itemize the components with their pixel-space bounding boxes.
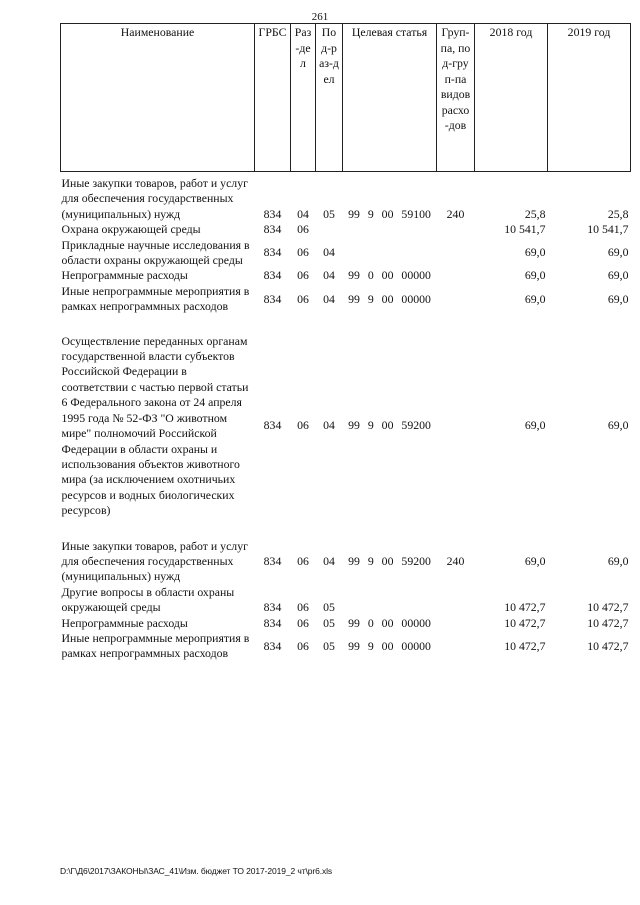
row-target: 99 0 00 00000 — [348, 268, 431, 283]
row-2018: 69,0 — [524, 268, 546, 283]
row-2019: 10 541,7 — [587, 222, 629, 237]
row-group — [437, 238, 475, 269]
row-grbs: 834 — [263, 418, 282, 433]
row-name: Охрана окружающей среды — [61, 222, 201, 237]
row-name: Непрограммные расходы — [61, 268, 188, 283]
row-2018: 10 472,7 — [504, 615, 546, 630]
row-2018: 69,0 — [524, 553, 546, 568]
row-2019: 10 472,7 — [587, 638, 629, 653]
table-row — [61, 315, 631, 519]
row-grbs: 834 — [263, 291, 282, 306]
row-2019: 69,0 — [607, 291, 629, 306]
row-target: 99 9 00 59200 — [348, 418, 431, 433]
row-group — [437, 268, 475, 283]
row-target: 99 9 00 00000 — [348, 291, 431, 306]
row-2019: 69,0 — [607, 553, 629, 568]
row-group: 240 — [446, 206, 465, 221]
table-row — [61, 585, 631, 616]
header-subsection: Под-раз-дел — [316, 24, 343, 172]
row-2018: 10 541,7 — [504, 222, 546, 237]
row-name: Осуществление переданных органам государственной власти субъектов Российской Федерации в соответствии с частью первой статьи 6 Федерального закона от 24 апреля 1995 года № 52-ФЗ "О животном мире" полномочий Российской Федерации в области охраны и использования объектов животного мира (за исключением охотничьих ресурсов и водных биологических ресурсов) — [61, 333, 249, 518]
row-group — [437, 222, 475, 237]
row-2018: 69,0 — [524, 291, 546, 306]
row-2019: 69,0 — [607, 268, 629, 283]
row-grbs: 834 — [263, 638, 282, 653]
row-subsection: 05 — [323, 615, 335, 630]
row-grbs: 834 — [263, 222, 282, 237]
row-2019: 10 472,7 — [587, 600, 629, 615]
row-section: 06 — [297, 615, 309, 630]
row-subsection: 05 — [323, 206, 335, 221]
row-name: Другие вопросы в области охраны окружающей среды — [61, 584, 235, 615]
row-name: Иные закупки товаров, работ и услуг для обеспечения государственных (муниципальных) нужд — [61, 176, 248, 221]
row-section: 06 — [297, 222, 309, 237]
table-header — [61, 24, 631, 172]
row-name: Иные непрограммные мероприятия в рамках непрограммных расходов — [61, 283, 250, 314]
row-subsection: 04 — [323, 291, 335, 306]
row-2018: 69,0 — [524, 418, 546, 433]
row-group: 240 — [446, 553, 465, 568]
row-section: 04 — [297, 206, 309, 221]
header-grbs: ГРБС — [255, 24, 291, 172]
row-name: Прикладные научные исследования в области охраны окружающей среды — [61, 237, 250, 268]
row-section: 06 — [297, 418, 309, 433]
row-group — [437, 616, 475, 631]
row-2019: 25,8 — [607, 206, 629, 221]
row-subsection: 04 — [323, 245, 335, 260]
row-2019: 69,0 — [607, 418, 629, 433]
row-2018: 69,0 — [524, 245, 546, 260]
header-year-2019: 2019 год — [548, 24, 631, 172]
header-target: Целевая статья — [343, 24, 437, 172]
row-2018: 10 472,7 — [504, 600, 546, 615]
row-grbs: 834 — [263, 600, 282, 615]
row-subsection: 04 — [323, 418, 335, 433]
row-section: 06 — [297, 638, 309, 653]
table-row — [61, 519, 631, 585]
header-group: Груп-па, под-груп-па видов расхо-дов — [437, 24, 475, 172]
row-group — [437, 585, 475, 616]
row-name: Иные закупки товаров, работ и услуг для обеспечения государственных (муниципальных) нужд — [61, 538, 248, 584]
row-group — [437, 284, 475, 315]
row-target — [343, 238, 437, 269]
row-subsection: 05 — [323, 600, 335, 615]
table-row — [61, 268, 631, 283]
row-grbs: 834 — [263, 206, 282, 221]
row-subsection: 04 — [323, 268, 335, 283]
row-target — [343, 585, 437, 616]
header-year-2018: 2018 год — [475, 24, 548, 172]
table-row — [61, 238, 631, 269]
row-2019: 69,0 — [607, 245, 629, 260]
row-grbs: 834 — [263, 553, 282, 568]
row-target: 99 0 00 00000 — [348, 615, 431, 630]
row-grbs: 834 — [263, 615, 282, 630]
table-row — [61, 284, 631, 315]
table-body — [61, 172, 631, 662]
row-section: 06 — [297, 600, 309, 615]
row-subsection — [316, 222, 343, 237]
row-group — [437, 631, 475, 662]
row-section: 06 — [297, 268, 309, 283]
row-2018: 10 472,7 — [504, 638, 546, 653]
row-section: 06 — [297, 245, 309, 260]
row-2018: 25,8 — [524, 206, 546, 221]
row-name: Иные непрограммные мероприятия в рамках непрограммных расходов — [61, 630, 250, 661]
header-name: Наименование — [61, 24, 255, 172]
table-row — [61, 172, 631, 223]
row-grbs: 834 — [263, 268, 282, 283]
page-number: 261 — [311, 11, 329, 23]
header-section: Раз-дел — [291, 24, 316, 172]
table-row — [61, 616, 631, 631]
row-2019: 10 472,7 — [587, 615, 629, 630]
row-subsection: 04 — [323, 553, 335, 568]
row-target: 99 9 00 59200 — [348, 553, 431, 568]
row-name: Непрограммные расходы — [61, 615, 188, 630]
table-row — [61, 222, 631, 237]
row-target: 99 9 00 00000 — [348, 638, 431, 653]
row-group — [437, 315, 475, 519]
row-target: 99 9 00 59100 — [348, 206, 431, 221]
row-section: 06 — [297, 553, 309, 568]
row-target — [343, 222, 437, 237]
table-row — [61, 631, 631, 662]
row-subsection: 05 — [323, 638, 335, 653]
file-path-footer: D:\Г\Д6\2017\ЗАКОНЫ\ЗАС_41\Изм. бюджет ТО 2017-2019_2 чт\pr6.xls — [60, 866, 333, 876]
budget-table — [60, 23, 631, 662]
row-grbs: 834 — [263, 245, 282, 260]
row-section: 06 — [297, 291, 309, 306]
